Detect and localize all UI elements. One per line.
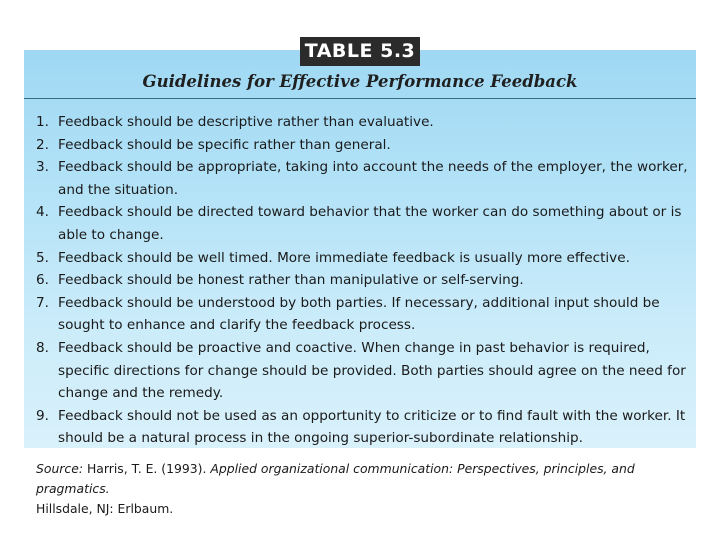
item-number: 2. bbox=[36, 136, 49, 153]
item-text: Feedback should be descriptive rather than evaluative. bbox=[58, 114, 434, 130]
list-item bbox=[36, 247, 688, 270]
list-item bbox=[36, 156, 688, 201]
item-number: 1. bbox=[36, 114, 49, 130]
item-text: Feedback should be honest rather than manipulative or self-serving. bbox=[58, 272, 524, 289]
item-number: 9. bbox=[36, 407, 49, 424]
item-text: Feedback should be well timed. More immediate feedback is usually more effective. bbox=[58, 249, 630, 266]
item-number: 3. bbox=[36, 159, 49, 176]
item-text: Feedback should not be used as an opportunity to criticize or to find fault with the worker. It should be a natural process in the ongoing superior-subordinate relationship. bbox=[58, 407, 686, 447]
item-text: Feedback should be appropriate, taking into account the needs of the employer, the worker, and the situation. bbox=[58, 159, 688, 198]
list-item bbox=[36, 201, 688, 246]
source-label: Source: bbox=[36, 461, 84, 476]
item-number: 7. bbox=[36, 294, 49, 311]
source-author: Harris, T. E. (1993). bbox=[86, 461, 207, 476]
list-item bbox=[36, 111, 688, 134]
table-title: Guidelines for Effective Performance Feedback bbox=[142, 72, 578, 91]
item-number: 4. bbox=[36, 204, 49, 221]
source-citation bbox=[36, 459, 706, 519]
table-label: TABLE 5.3 bbox=[300, 37, 420, 66]
list-item bbox=[36, 405, 688, 450]
guidelines-list bbox=[36, 111, 688, 450]
list-item bbox=[36, 134, 688, 157]
item-number: 6. bbox=[36, 272, 49, 289]
source-publisher: Hillsdale, NJ: Erlbaum. bbox=[36, 501, 174, 516]
source-work: Applied organizational communication: Perspectives, principles, and pragmatics. bbox=[36, 461, 635, 496]
item-number: 8. bbox=[36, 339, 49, 356]
item-number: 5. bbox=[36, 249, 49, 266]
item-text: Feedback should be proactive and coactive. When change in past behavior is required, specific directions for change should be provided. Both parties should agree on the need for change and the remedy. bbox=[58, 339, 686, 402]
item-text: Feedback should be specific rather than general. bbox=[58, 136, 391, 153]
item-text: Feedback should be directed toward behavior that the worker can do something about or is able to change. bbox=[58, 204, 682, 243]
title-divider bbox=[24, 98, 696, 99]
item-text: Feedback should be understood by both parties. If necessary, additional input should be sought to enhance and clarify the feedback process. bbox=[58, 294, 660, 334]
list-item bbox=[36, 337, 688, 405]
list-item bbox=[36, 292, 688, 337]
list-item bbox=[36, 269, 688, 292]
